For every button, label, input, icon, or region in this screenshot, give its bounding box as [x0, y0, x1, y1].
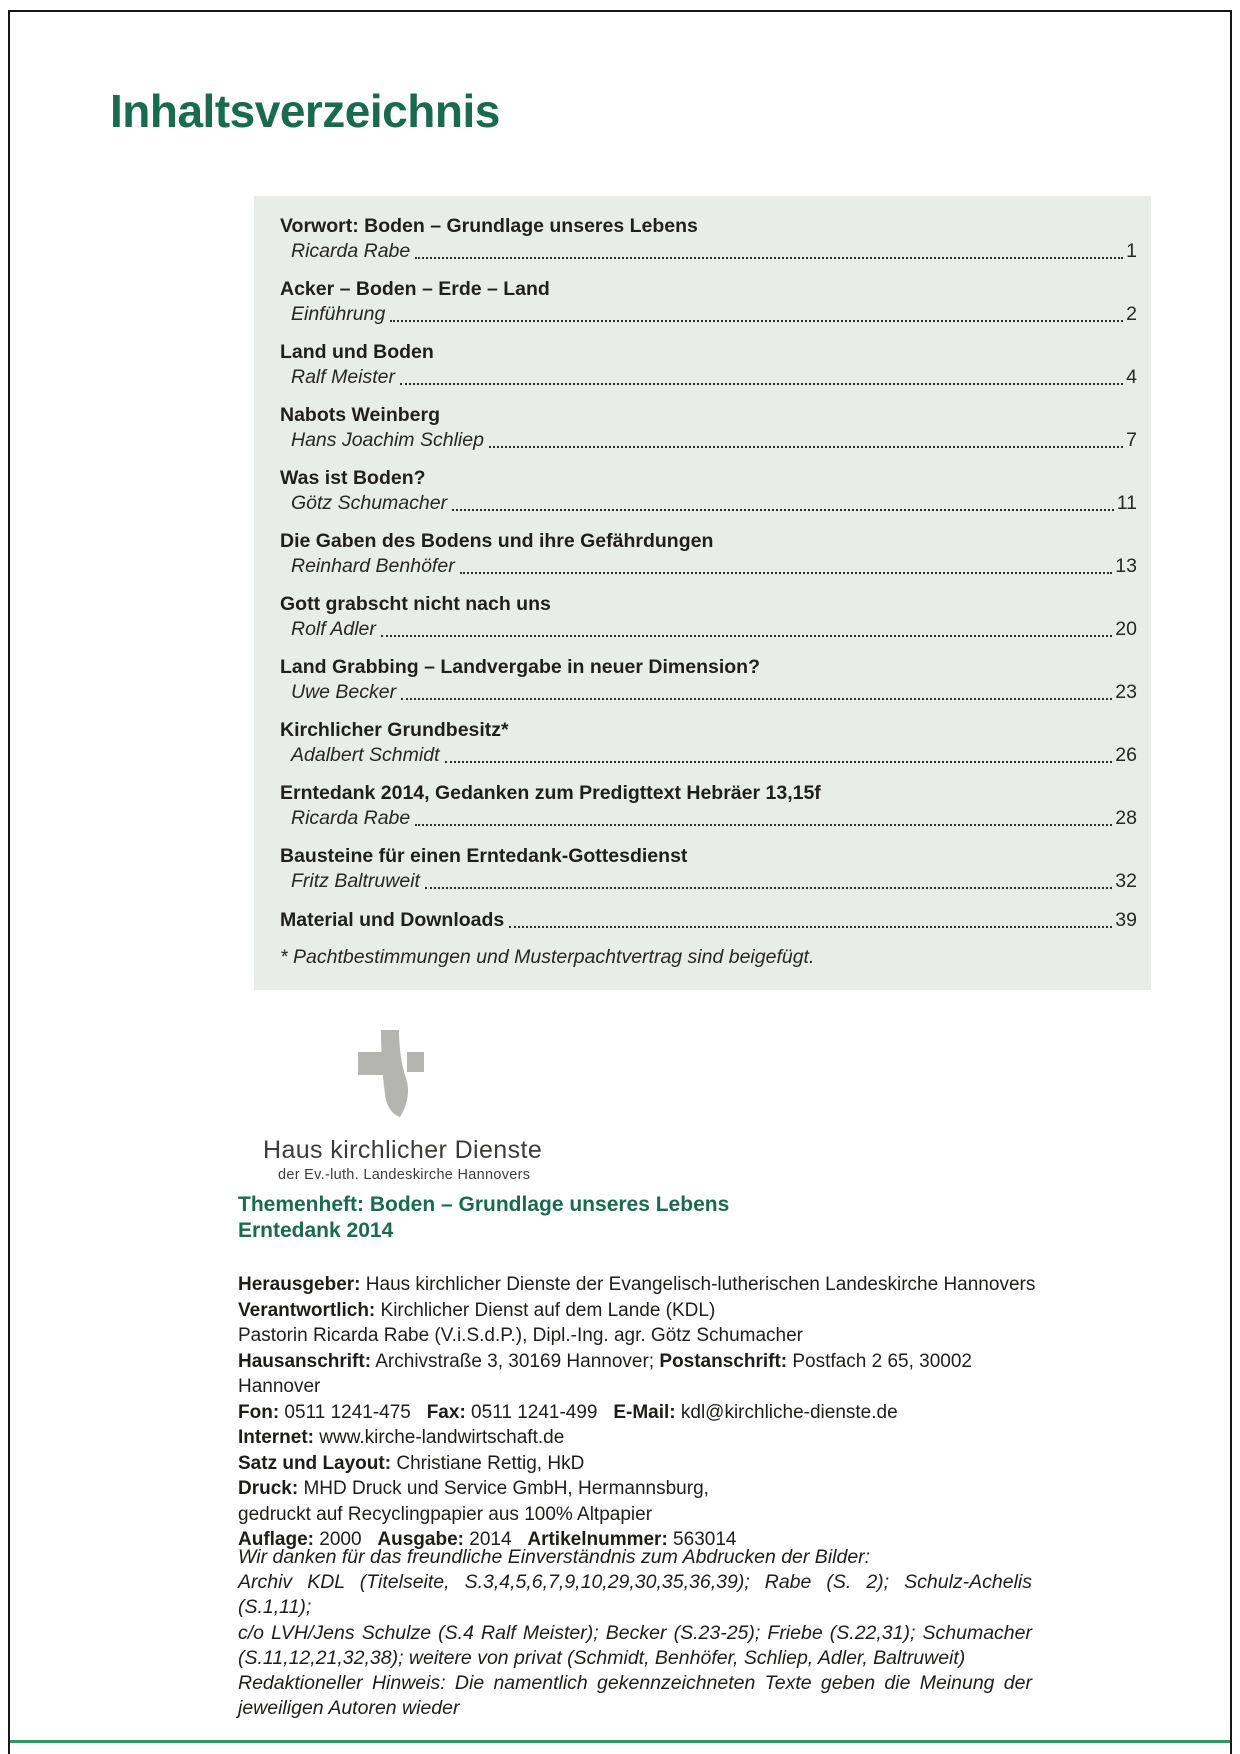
toc-entry-title: Nabots Weinberg: [280, 404, 440, 426]
imprint-line: [238, 1349, 1038, 1400]
toc-entry-title: Vorwort: Boden – Grundlage unseres Lebens: [280, 215, 698, 237]
toc-entry-page-number: 13: [1115, 555, 1137, 577]
imprint-line: [238, 1476, 1038, 1502]
credits-line: Wir danken für das freundliche Einverständnis zum Abdrucken der Bilder:: [238, 1546, 871, 1568]
logo-wordmark: Haus kirchlicher Dienste: [263, 1136, 543, 1164]
toc-entry-title: Kirchlicher Grundbesitz*: [280, 719, 509, 741]
toc-entry: [280, 340, 1137, 390]
theme-heading: [238, 1192, 729, 1244]
toc-entry-title: Land Grabbing – Landvergabe in neuer Dimension?: [280, 656, 760, 678]
toc-entry-page-number: 20: [1115, 618, 1137, 640]
table-of-contents: [254, 196, 1151, 990]
imprint-text: gedruckt auf Recyclingpapier aus 100% Altpapier: [238, 1503, 653, 1525]
dot-leader: [415, 257, 1123, 259]
theme-heading-line2: Erntedank 2014: [238, 1219, 394, 1242]
dot-leader: [390, 320, 1123, 322]
dot-leader: [489, 446, 1123, 448]
imprint-line: [238, 1502, 1038, 1528]
credits-line: jeweiligen Autoren wieder: [238, 1697, 460, 1720]
toc-entry-author: Götz Schumacher: [291, 492, 448, 514]
imprint-text: 2000: [314, 1529, 378, 1550]
imprint-label: Internet:: [238, 1427, 314, 1448]
toc-entry-title: Was ist Boden?: [280, 467, 426, 489]
toc-entry-line: [280, 616, 1137, 642]
toc-entry-page-number: 26: [1115, 744, 1137, 766]
dot-leader: [401, 698, 1112, 700]
imprint-label: Herausgeber:: [238, 1274, 361, 1295]
logo-subtitle: der Ev.-luth. Landeskirche Hannovers: [278, 1167, 531, 1183]
toc-entry-line: [280, 868, 1137, 894]
dot-leader: [415, 824, 1112, 826]
toc-entry: [280, 466, 1137, 516]
credits-line: (S.11,12,21,32,38); weitere von privat (Schmidt, Benhöfer, Schliep, Adler, Baltruweit): [238, 1646, 966, 1669]
credits-line: c/o LVH/Jens Schulze (S.4 Ralf Meister); Becker (S.23-25); Friebe (S.22,31); Schumacher: [238, 1621, 1032, 1644]
toc-entry: [280, 214, 1137, 264]
toc-entry-line: [280, 742, 1137, 768]
toc-entry-author: Einführung: [291, 303, 386, 325]
imprint-text: www.kirche-landwirtschaft.de: [314, 1427, 565, 1448]
toc-entry: [280, 781, 1137, 831]
imprint-text: Archivstraße 3, 30169 Hannover;: [371, 1350, 660, 1372]
imprint-label: E-Mail:: [613, 1401, 676, 1423]
toc-entry-page-number: 39: [1115, 909, 1137, 931]
imprint-label: Artikelnummer:: [527, 1529, 668, 1550]
toc-entry-page-number: 2: [1126, 303, 1137, 325]
imprint-line: [238, 1323, 1038, 1349]
toc-entry-title: Material und Downloads: [280, 909, 505, 931]
dot-leader: [381, 635, 1112, 637]
imprint-text: 0511 1241-475: [279, 1401, 427, 1423]
imprint-text: Kirchlicher Dienst auf dem Lande (KDL): [375, 1299, 716, 1321]
toc-entry: [280, 592, 1137, 642]
toc-entry-author: Uwe Becker: [291, 681, 397, 703]
photo-credits-block: [238, 1545, 1032, 1721]
imprint-text: 563014: [667, 1529, 737, 1550]
toc-entry: [280, 403, 1137, 453]
toc-entry: [280, 529, 1137, 579]
page-title: Inhaltsverzeichnis: [110, 85, 500, 137]
credits-line: Redaktioneller Hinweis: Die namentlich gekennzeichneten Texte geben die Meinung der: [238, 1672, 1032, 1695]
bottom-green-rule: [10, 1740, 1230, 1743]
toc-entry: [280, 907, 1137, 933]
toc-entry-author: Reinhard Benhöfer: [291, 555, 455, 577]
toc-entry-author: Ricarda Rabe: [291, 807, 411, 829]
toc-entry-line: [280, 805, 1137, 831]
imprint-line: [238, 1298, 1038, 1324]
imprint-text: Postfach 2 65, 30002 Hannover: [238, 1350, 978, 1397]
toc-entry-line: [280, 679, 1137, 705]
imprint-block: [238, 1272, 1038, 1553]
imprint-label: Verantwortlich:: [238, 1299, 376, 1321]
toc-entry-title: Acker – Boden – Erde – Land: [280, 278, 550, 300]
toc-entry-author: Ricarda Rabe: [291, 240, 411, 262]
toc-entry-author: Rolf Adler: [291, 618, 376, 640]
toc-entry-line: [280, 427, 1137, 453]
imprint-line: [238, 1425, 1038, 1451]
toc-entry-line: [280, 364, 1137, 390]
imprint-text: Pastorin Ricarda Rabe (V.i.S.d.P.), Dipl.-Ing. agr. Götz Schumacher: [238, 1325, 803, 1346]
imprint-label: Ausgabe:: [377, 1529, 464, 1550]
theme-heading-line1: Themenheft: Boden – Grundlage unseres Lebens: [238, 1193, 730, 1216]
dot-leader: [400, 383, 1123, 385]
imprint-label: Hausanschrift:: [238, 1350, 372, 1372]
dot-leader: [452, 509, 1114, 511]
toc-entry-title: Die Gaben des Bodens und ihre Gefährdungen: [280, 530, 714, 552]
toc-entry-title: Erntedank 2014, Gedanken zum Predigttext Hebräer 13,15f: [280, 782, 821, 804]
imprint-text: kdl@kirchliche-dienste.de: [675, 1401, 898, 1423]
toc-entry-line: [280, 907, 1137, 933]
imprint-text: 0511 1241-499: [465, 1401, 614, 1423]
toc-entry-page-number: 28: [1115, 807, 1137, 829]
dot-leader: [460, 572, 1113, 574]
dot-leader: [509, 926, 1112, 928]
toc-entry-line: [280, 490, 1137, 516]
toc-entry-title: Gott grabscht nicht nach uns: [280, 593, 551, 615]
toc-entry-author: Hans Joachim Schliep: [291, 429, 484, 451]
imprint-text: 2014: [463, 1529, 528, 1550]
toc-entry-title: Land und Boden: [280, 341, 434, 363]
toc-entry-page-number: 32: [1115, 870, 1137, 892]
toc-entry-page-number: 1: [1126, 240, 1137, 262]
dot-leader: [425, 887, 1112, 889]
imprint-text: Christiane Rettig, HkD: [391, 1452, 585, 1474]
toc-entry-line: [280, 301, 1137, 327]
imprint-line: [238, 1451, 1038, 1477]
toc-entry: [280, 277, 1137, 327]
imprint-label: Druck:: [238, 1478, 299, 1499]
imprint-label: Postanschrift:: [659, 1350, 788, 1372]
imprint-line: [238, 1272, 1038, 1298]
toc-entry-page-number: 7: [1126, 429, 1137, 451]
toc-entry-author: Fritz Baltruweit: [291, 870, 420, 892]
imprint-text: Haus kirchlicher Dienste der Evangelisch-lutherischen Landeskirche Hannovers: [360, 1274, 1036, 1295]
toc-entry: [280, 844, 1137, 894]
toc-entry-page-number: 11: [1116, 492, 1137, 514]
imprint-label: Fax:: [426, 1401, 466, 1423]
imprint-label: Fon:: [238, 1401, 280, 1423]
imprint-label: Satz und Layout:: [238, 1452, 392, 1474]
toc-entry: [280, 718, 1137, 768]
dot-leader: [445, 761, 1113, 763]
toc-entry-line: [280, 238, 1137, 264]
imprint-label: Auflage:: [238, 1529, 314, 1550]
toc-entry-page-number: 4: [1126, 366, 1137, 388]
toc-entry-author: Ralf Meister: [291, 366, 396, 388]
toc-entry-title: Bausteine für einen Erntedank-Gottesdienst: [280, 845, 688, 867]
toc-entry-author: Adalbert Schmidt: [291, 744, 440, 766]
cross-logo-icon: [358, 1030, 424, 1118]
imprint-text: MHD Druck und Service GmbH, Hermannsburg,: [298, 1478, 709, 1499]
toc-entry: [280, 655, 1137, 705]
toc-footnote: * Pachtbestimmungen und Musterpachtvertrag sind beigefügt.: [280, 946, 815, 968]
toc-entry-page-number: 23: [1115, 681, 1137, 703]
imprint-line: [238, 1400, 1038, 1426]
toc-entry-line: [280, 553, 1137, 579]
credits-line: Archiv KDL (Titelseite, S.3,4,5,6,7,9,10,29,30,35,36,39); Rabe (S. 2); Schulz-Achelis (S.1,11);: [238, 1571, 1032, 1619]
